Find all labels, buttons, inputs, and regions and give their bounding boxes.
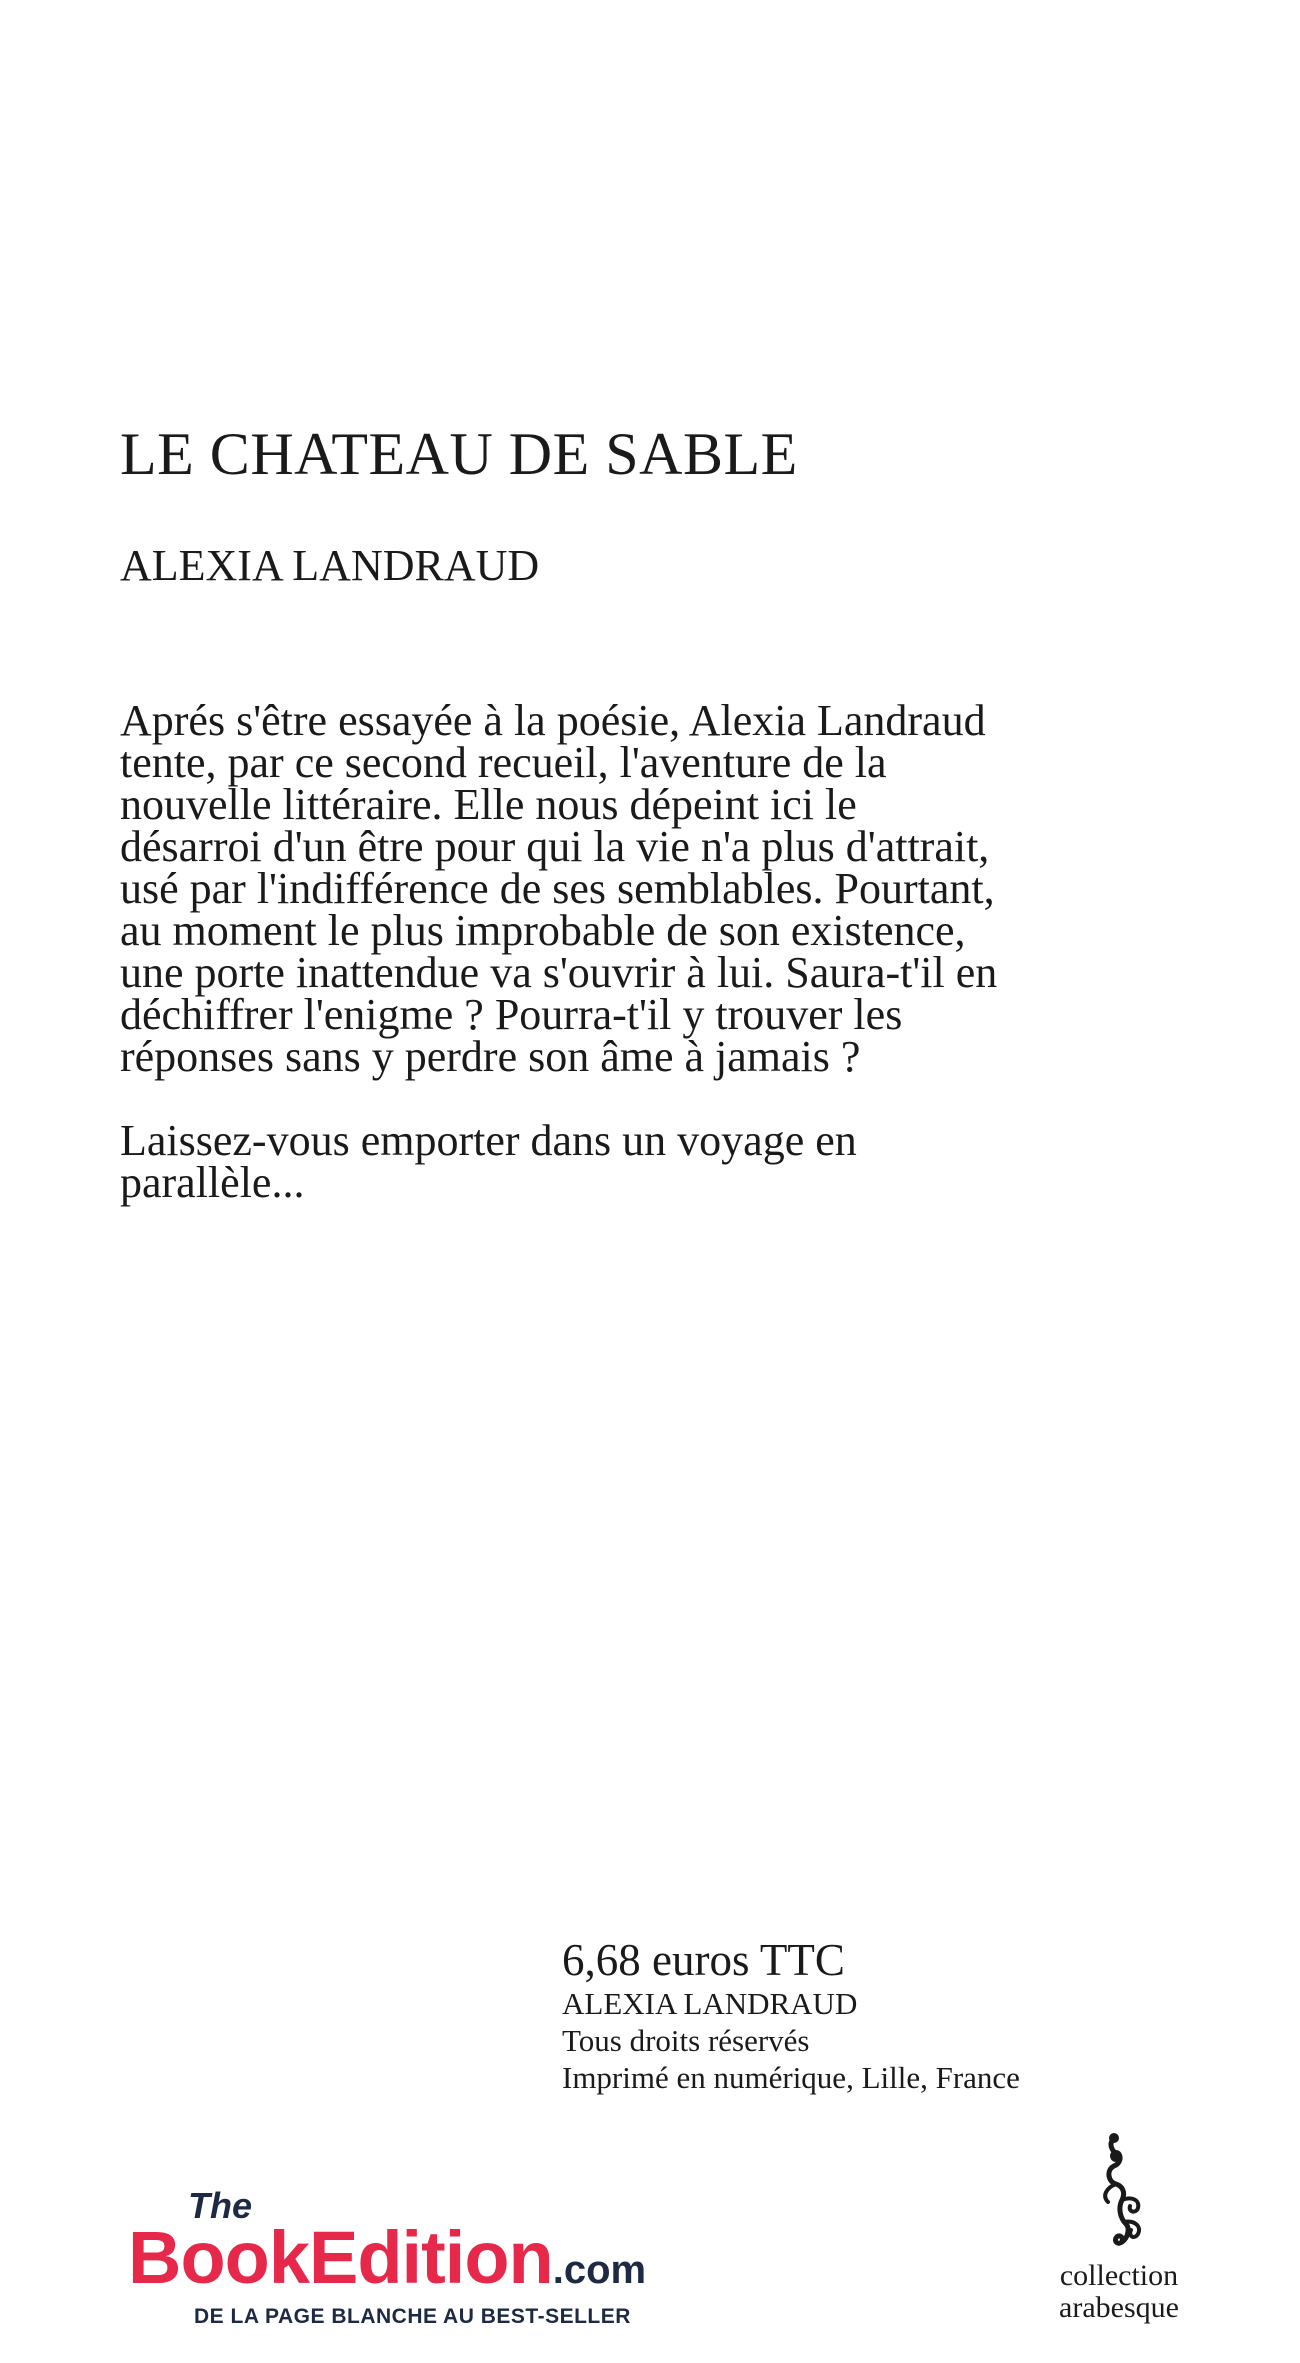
- colophon: [562, 1935, 1020, 2096]
- blurb-paragraph: Aprés s'être essayée à la poésie, Alexia Landraud tente, par ce second recueil, l'aventure de la nouvelle littéraire. Elle nous dépeint ici le désarroi d'un être pour qui la vie n'a plus d'attrait, usé par l'indifférence de ses semblables. Pourtant, au moment le plus improbable de son existence, une porte inattendue va s'ouvrir à lui. Saura-t'il en déchiffrer l'enigme ? Pourra-t'il y trouver les réponses sans y perdre son âme à jamais ?: [120, 696, 998, 1081]
- publisher-logo: [128, 2185, 718, 2345]
- arabesque-ornament-icon: [1074, 2130, 1164, 2255]
- blurb-paragraph: Laissez-vous emporter dans un voyage en parallèle...: [120, 1116, 857, 1207]
- collection-label-line1: collection: [1059, 2259, 1179, 2292]
- publisher-logo-the: The: [188, 2185, 253, 2226]
- collection-label-line2: arabesque: [1059, 2291, 1179, 2324]
- rights-notice: Tous droits réservés: [562, 2023, 810, 2058]
- collection-mark: [1034, 2130, 1204, 2330]
- colophon-author: ALEXIA LANDRAUD: [562, 1986, 858, 2021]
- publisher-logo-domain: .com: [552, 2248, 647, 2292]
- printing-notice: Imprimé en numérique, Lille, France: [562, 2060, 1020, 2095]
- book-title: LE CHATEAU DE SABLE: [120, 421, 798, 487]
- publisher-tagline: DE LA PAGE BLANCHE AU BEST-SELLER: [194, 2305, 631, 2328]
- publisher-logo-name: [128, 2215, 646, 2300]
- back-cover-blurb: [120, 696, 1000, 1246]
- publisher-logo-wordmark: BookEdition: [128, 2216, 553, 2299]
- book-author: ALEXIA LANDRAUD: [120, 541, 540, 590]
- price: 6,68 euros TTC: [562, 1935, 845, 1985]
- collection-label: [1034, 2260, 1204, 2324]
